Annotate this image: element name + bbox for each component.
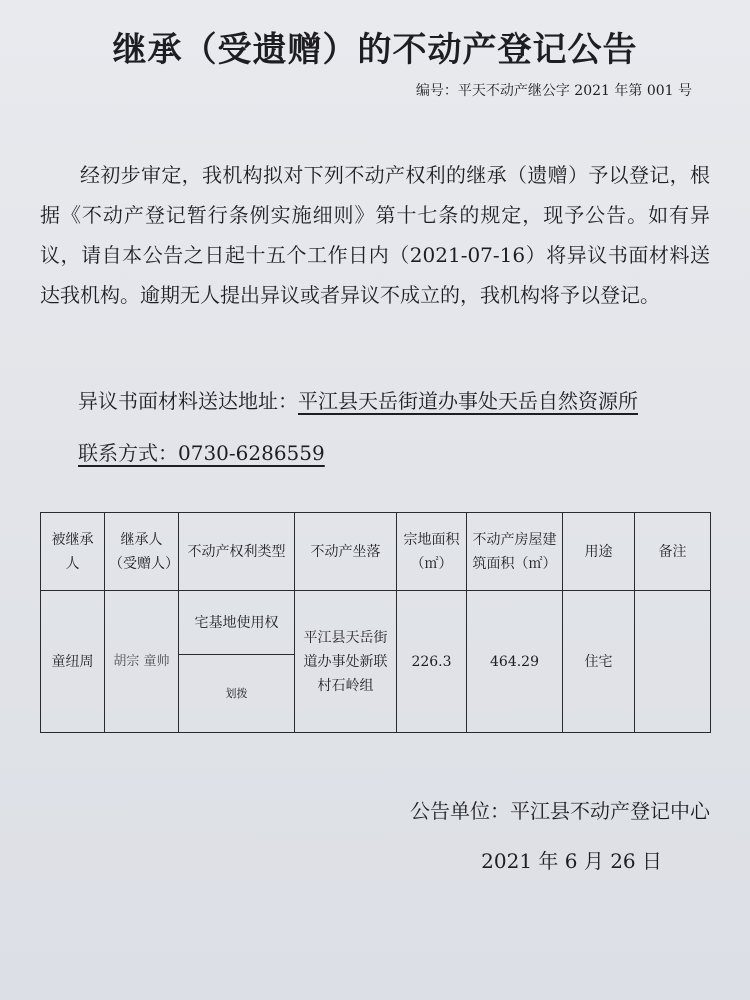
cell-usage: 住宅 <box>563 591 635 733</box>
cell-land-area: 226.3 <box>397 591 467 733</box>
contact-phone: 0730-6286559 <box>178 441 325 465</box>
contact-info <box>78 437 325 466</box>
notice-title: 继承（受遗赠）的不动产登记公告 <box>112 30 638 70</box>
header-usage: 用途 <box>563 513 635 591</box>
contact-label: 联系方式： <box>78 441 178 465</box>
address-value: 平江县天岳街道办事处天岳自然资源所 <box>298 389 638 413</box>
table-row <box>41 591 711 655</box>
header-right-type: 不动产权利类型 <box>179 513 295 591</box>
header-heir: 继承人（受赠人） <box>105 513 179 591</box>
registration-table <box>40 512 711 733</box>
notice-body: 经初步审定，我机构拟对下列不动产权利的继承（遗赠）予以登记，根据《不动产登记暂行条例实施细则》第十七条的规定，现予公告。如有异议，请自本公告之日起十五个工作日内（2021-07-16）将异议书面材料送达我机构。逾期无人提出异议或者异议不成立的，我机构将予以登记。 <box>40 163 710 307</box>
cell-right-type: 宅基地使用权 <box>179 591 295 655</box>
table-header-row <box>41 513 711 591</box>
objection-address <box>78 385 638 414</box>
cell-decedent: 童纽周 <box>41 591 105 733</box>
header-building-area: 不动产房屋建筑面积（㎡） <box>467 513 563 591</box>
cell-building-area: 464.29 <box>467 591 563 733</box>
cell-location: 平江县天岳街道办事处新联村石岭组 <box>295 591 397 733</box>
cell-remarks <box>635 591 711 733</box>
cell-right-source: 划拨 <box>179 655 295 733</box>
header-remarks: 备注 <box>635 513 711 591</box>
header-location: 不动产坐落 <box>295 513 397 591</box>
cell-heir: 胡宗 童帅 <box>105 591 179 733</box>
address-label: 异议书面材料送达地址： <box>78 389 298 413</box>
header-land-area: 宗地面积（㎡） <box>397 513 467 591</box>
issue-date: 2021 年 6 月 26 日 <box>481 849 662 873</box>
header-decedent: 被继承人 <box>41 513 105 591</box>
document-number: 编号：平天不动产继公字 2021 年第 001 号 <box>415 83 692 99</box>
issuing-unit: 公告单位：平江县不动产登记中心 <box>410 799 710 823</box>
